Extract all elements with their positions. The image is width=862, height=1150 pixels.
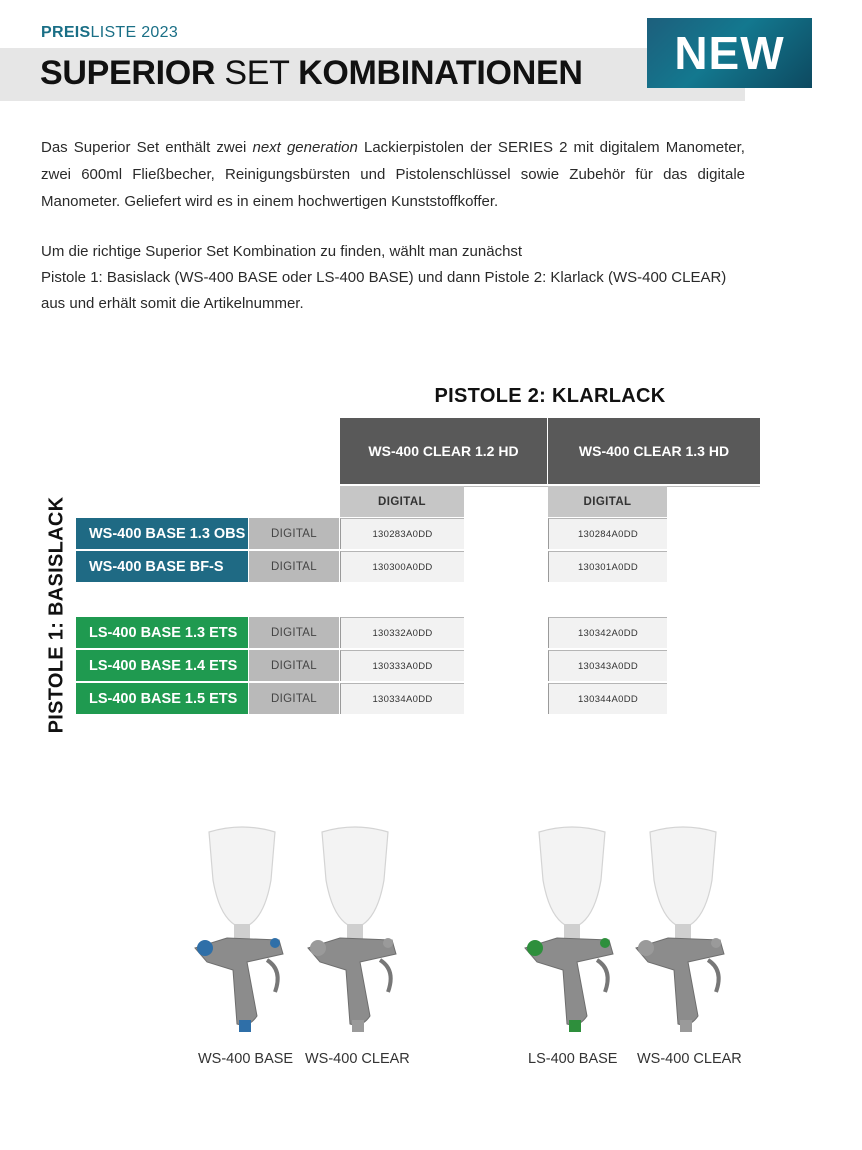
row-variant: DIGITAL	[249, 650, 339, 681]
row-variant: DIGITAL	[249, 617, 339, 648]
clear-header-1-2-hd: WS-400 CLEAR 1.2 HD	[340, 418, 547, 484]
intro-italic: next generation	[252, 139, 358, 156]
divider-line	[667, 486, 760, 487]
divider-line	[464, 486, 548, 487]
article-number-cell: 130342A0DD	[548, 617, 667, 648]
howto-line-1: Um die richtige Superior Set Kombination zu finden, wählt man zunächst	[41, 243, 523, 260]
article-number-cell: 130332A0DD	[340, 617, 464, 648]
pistole1-title: PISTOLE 1: BASISLACK	[45, 496, 68, 734]
page-title	[40, 54, 583, 93]
article-number-cell: 130284A0DD	[548, 518, 667, 549]
spray-gun-ws-400-clear-image	[300, 820, 410, 1040]
title-part-set: SET	[224, 54, 289, 92]
row-label-ws-400-base-1-3-obs: WS-400 BASE 1.3 OBS	[76, 518, 248, 549]
howto-paragraph	[41, 239, 761, 317]
article-number-cell: 130300A0DD	[340, 551, 464, 582]
row-label-ws-400-base-bf-s: WS-400 BASE BF-S	[76, 551, 248, 582]
new-badge: NEW	[647, 18, 812, 88]
kicker-bold: PREIS	[41, 24, 91, 41]
clear-header-1-3-hd: WS-400 CLEAR 1.3 HD	[548, 418, 760, 484]
article-number-cell: 130283A0DD	[340, 518, 464, 549]
article-number-cell: 130334A0DD	[340, 683, 464, 714]
howto-line-2: Pistole 1: Basislack (WS-400 BASE oder LS-400 BASE) und dann Pistole 2: Klarlack (WS-400 CLEAR)	[41, 269, 727, 286]
title-part-superior: SUPERIOR	[40, 54, 216, 92]
row-label-ls-400-base-1-5-ets: LS-400 BASE 1.5 ETS	[76, 683, 248, 714]
caption-ws-400-clear: WS-400 CLEAR	[305, 1051, 410, 1067]
intro-part1: Das Superior Set enthält zwei	[41, 139, 253, 156]
digital-header-col1: DIGITAL	[340, 486, 464, 517]
spray-gun-ws-400-base-image	[187, 820, 297, 1040]
row-variant: DIGITAL	[249, 683, 339, 714]
caption-ws-400-base: WS-400 BASE	[198, 1051, 294, 1067]
title-part-kombinationen: KOMBINATIONEN	[298, 54, 583, 92]
row-variant: DIGITAL	[249, 551, 339, 582]
row-label-ls-400-base-1-3-ets: LS-400 BASE 1.3 ETS	[76, 617, 248, 648]
caption-ws-400-clear: WS-400 CLEAR	[637, 1051, 742, 1067]
pricelist-kicker	[41, 24, 178, 42]
article-number-cell: 130301A0DD	[548, 551, 667, 582]
pistole2-title: PISTOLE 2: KLARLACK	[434, 385, 666, 407]
article-number-cell: 130344A0DD	[548, 683, 667, 714]
caption-ls-400-base: LS-400 BASE	[528, 1051, 618, 1067]
intro-paragraph	[41, 134, 745, 215]
spray-gun-ws-400-clear-image	[628, 820, 738, 1040]
article-number-cell: 130333A0DD	[340, 650, 464, 681]
intro-part3: Lackierpistolen der SERIES 2 mit digitalem Manometer, zwei 600ml Fließbecher, Reinigungsbürsten und Pistolenschlüssel sowie Zubehör für das digitale Manometer. Geliefert wird es in einem hochwertigen Kunststoffkoffer.	[41, 139, 745, 210]
spray-gun-ls-400-base-image	[517, 820, 627, 1040]
row-label-ls-400-base-1-4-ets: LS-400 BASE 1.4 ETS	[76, 650, 248, 681]
kicker-rest: LISTE 2023	[90, 24, 179, 41]
row-variant: DIGITAL	[249, 518, 339, 549]
howto-line-3: aus und erhält somit die Artikelnummer.	[41, 295, 304, 312]
article-number-cell: 130343A0DD	[548, 650, 667, 681]
digital-header-col2: DIGITAL	[548, 486, 667, 517]
